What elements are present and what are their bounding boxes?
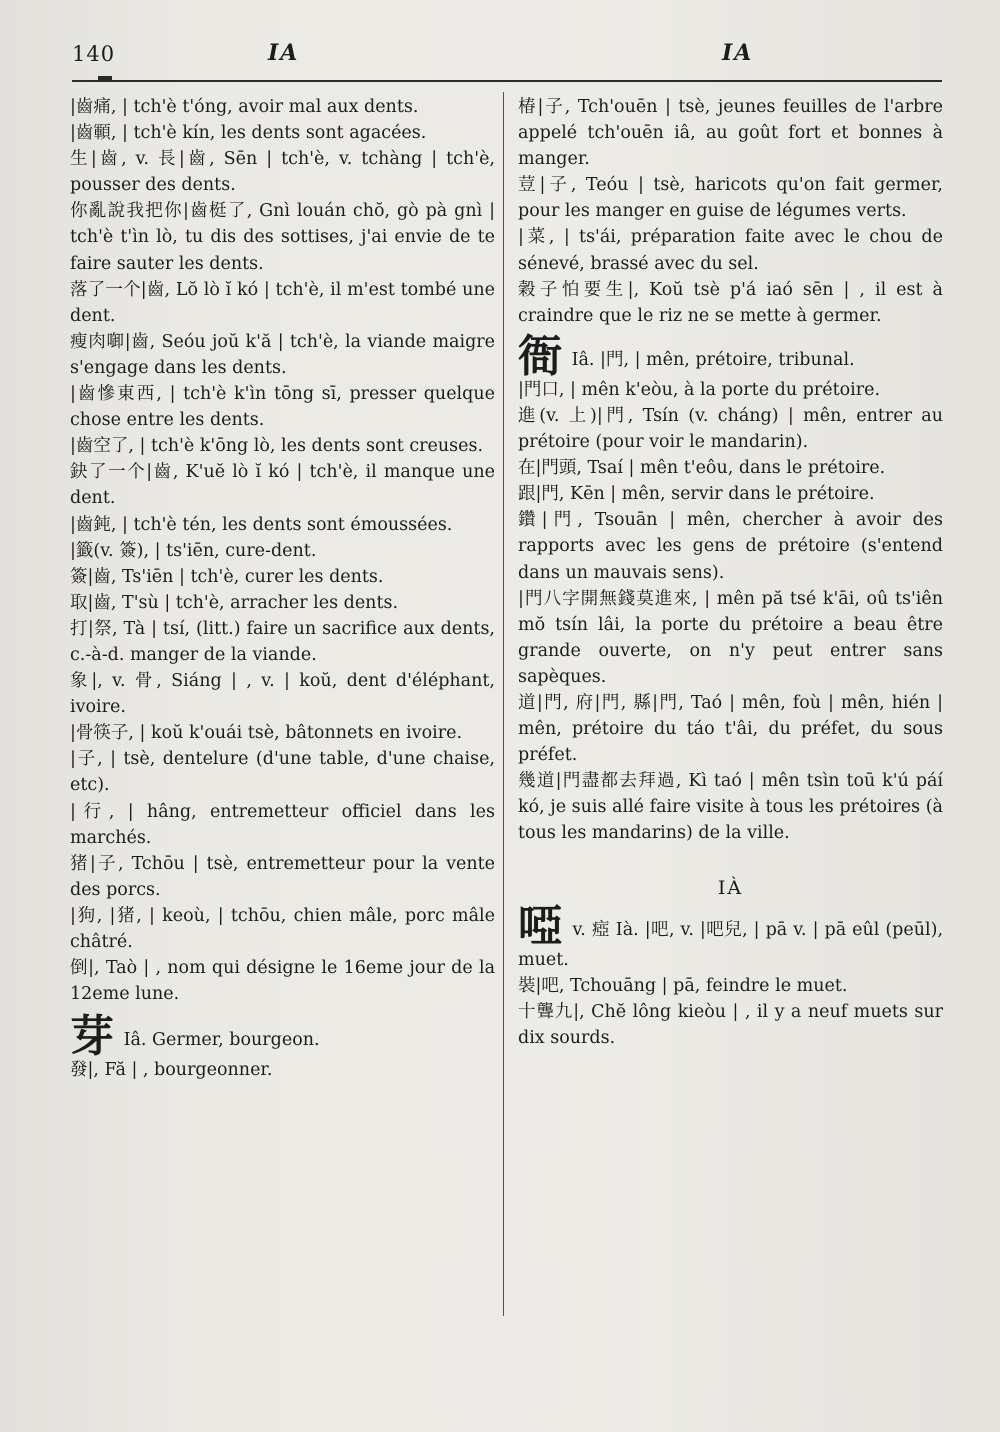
right-column <box>518 94 943 1051</box>
entry: 裝|吧, Tchouāng | pā, feindre le muet. <box>518 975 848 996</box>
entry: |門口, | mên k'eòu, à la porte du prétoire. <box>518 379 881 400</box>
entry: |籤(v. 簽), | ts'iēn, cure-dent. <box>70 540 317 561</box>
entry: 發|, Fă | , bourgeonner. <box>70 1060 273 1081</box>
entry: |齒慘東西, | tch'è k'ìn tōng sī, presser quelque chose entre les dents. <box>70 384 495 431</box>
entry: |齒空了, | tch'è k'ōng lò, les dents sont creuses. <box>70 436 484 457</box>
entry: 十聾九|, Chĕ lông kieòu | , il y a neuf muets sur dix sourds. <box>518 1001 943 1048</box>
entry: 瘦肉啣|齒, Seóu joŭ k'ă | tch'è, la viande maigre s'engage dans les dents. <box>70 331 495 378</box>
running-head-right: IA <box>722 40 754 66</box>
headword-char: 啞 <box>518 900 563 952</box>
entry: |門八字開無錢莫進來, | mên pă tsé k'āi, oû ts'iên mŏ tsín lâi, la porte du prétoire a beau être grande ouverte, on n'y peut entrer sans sapèques. <box>518 588 943 687</box>
entry: 倒|, Taò | , nom qui désigne le 16eme jour de la 12eme lune. <box>70 958 495 1005</box>
entry: 跟|門, Kēn | mên, servir dans le prétoire. <box>518 484 875 505</box>
entry: |子, | tsè, dentelure (d'une table, d'une chaise, etc). <box>70 749 495 796</box>
section-spacer <box>518 847 943 875</box>
entry: 荳|子, Teóu | tsè, haricots qu'on fait germer, pour les manger en guise de légumes verts. <box>518 175 943 222</box>
entry: 在|門頭, Tsaí | mên t'eôu, dans le prétoire. <box>518 458 886 479</box>
entry: |齒顐, | tch'è kín, les dents sont agacées. <box>70 123 427 144</box>
entry: 打|祭, Tà | tsí, (litt.) faire un sacrifice aux dents, c.-à-d. manger de la viande. <box>70 618 495 665</box>
entry: 進(v. 上)|門, Tsín (v. cháng) | mên, entrer au prétoire (pour voir le mandarin). <box>518 405 943 453</box>
header-rule <box>72 80 942 82</box>
entry: 椿|子, Tch'ouēn | tsè, jeunes feuilles de l'arbre appelé tch'ouēn iâ, au goût fort et bonnes à manger. <box>518 97 943 170</box>
headword-text: v. 瘂 Ià. |吧, v. |吧兒, | pā v. | pā eûl (peūl), muet. <box>518 919 944 970</box>
entry: |骨筷子, | koŭ k'ouái tsè, bâtonnets en ivoire. <box>70 723 463 744</box>
entry: 穀子怕要生|, Koŭ tsè p'á iaó sēn | , il est à craindre que le riz ne se mette à germer. <box>518 279 943 326</box>
entry: 道|門, 府|門, 縣|門, Taó | mên, foù | mên, hién | mên, prétoire du táo t'âi, du préfet, du sous préfet. <box>518 692 943 766</box>
left-column <box>70 94 495 1083</box>
entry: |狗, |猪, | keoù, | tchōu, chien mâle, porc mâle châtré. <box>70 905 495 952</box>
entry: |齒鈍, | tch'è tén, les dents sont émoussées. <box>70 514 453 535</box>
entry: |菜, | ts'ái, préparation faite avec le chou de sénevé, brassé avec du sel. <box>518 227 943 274</box>
entry: 象|, v. 骨, Siáng | , v. | koŭ, dent d'éléphant, ivoire. <box>70 671 495 718</box>
entry: |行, | hâng, entremetteur officiel dans les marchés. <box>70 801 495 848</box>
entry: 鑽|門, Tsouān | mên, chercher à avoir des rapports avec les gens de prétoire (s'entend dans un mauvais sens). <box>518 510 943 583</box>
headword-char: 芽 <box>70 1011 114 1063</box>
column-divider <box>503 92 504 1316</box>
entry: 簽|齒, Ts'iēn | tch'è, curer les dents. <box>70 566 384 587</box>
headword-text: Iâ. Germer, bourgeon. <box>123 1030 320 1051</box>
entry: 取|齒, T'sù | tch'è, arracher les dents. <box>70 592 399 613</box>
entry: |齒痛, | tch'è t'óng, avoir mal aux dents. <box>70 97 419 117</box>
headword-char: 衙 <box>518 330 562 382</box>
entry: 你亂說我把你|齒梃了, Gnì louán chŏ, gò pà gnì | tch'è t'ìn lò, tu dis des sottises, j'ai envie de te faire sauter les dents. <box>70 201 495 274</box>
headword-entry <box>70 1011 495 1063</box>
entry: 幾道|門盡都去拜過, Kì taó | mên tsìn toū k'ú páí kó, je suis allé faire visite à tous les prétoires (à tous les mandarins) de la ville. <box>518 771 943 844</box>
entry: 鈌了一个|齒, K'uĕ lò ĭ kó | tch'è, il manque une dent. <box>70 462 495 509</box>
entry: 猪|子, Tchōu | tsè, entremetteur pour la vente des porcs. <box>70 853 495 900</box>
headword-entry <box>518 330 943 382</box>
running-head-left: IA <box>268 40 300 66</box>
page-number: 140 <box>72 42 116 66</box>
headword-entry <box>518 900 944 973</box>
section-title: IÀ <box>717 876 744 899</box>
header-rule-tick <box>98 76 112 80</box>
page-header <box>72 38 942 78</box>
entry: 落了一个|齒, Lŏ lò ĭ kó | tch'è, il m'est tombé une dent. <box>70 279 495 326</box>
entry: 生|齒, v. 長|齒, Sēn | tch'è, v. tchàng | tch'è, pousser des dents. <box>70 149 495 196</box>
headword-text: Iâ. |門, | mên, prétoire, tribunal. <box>571 349 855 370</box>
